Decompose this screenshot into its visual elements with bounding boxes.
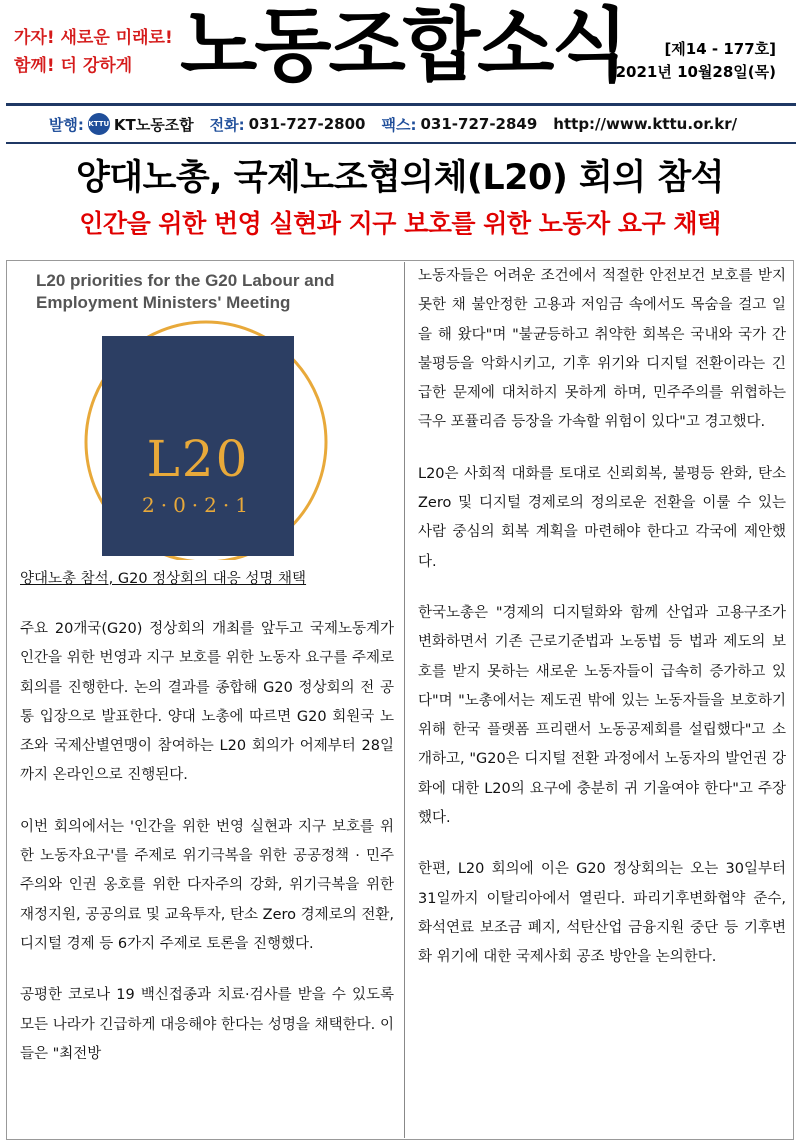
article-headline: 양대노총, 국제노조협의체(L20) 회의 참석 (75, 158, 724, 198)
slogan (14, 24, 174, 80)
figure-caption: L20 priorities for the G20 Labour and Employment Ministers' Meeting (36, 271, 335, 312)
publisher-name: KT노동조합 (113, 115, 194, 134)
right-column (418, 262, 786, 995)
left-paragraph-3: 공평한 코로나 19 백신접종과 치료·검사를 받을 수 있도록 모든 나라가 긴급하게 대응해야 한다는 성명을 채택한다. 이들은 "최전방 (20, 987, 394, 1062)
issue-info (616, 38, 776, 84)
publisher-bar (6, 108, 796, 140)
logo-year-text: 2·0·2·1 (142, 493, 254, 517)
slogan-line-2: 함께! 더 강하게 (14, 56, 133, 76)
photo-caption: 양대노총 참석, G20 정상회의 대응 성명 채택 (20, 571, 307, 587)
masthead (0, 0, 800, 100)
right-paragraph-4: 한편, L20 회의에 이은 G20 정상회의는 오는 30일부터 31일까지 이탈리아에서 열린다. 파리기후변화협약 준수, 화석연료 보조금 폐지, 석탄산업 금융지원 중단 등 기후변화 위기에 대한 국제사회 공조 방안을 논의한다. (418, 861, 786, 966)
logo-l20-text: L20 (146, 430, 250, 488)
fax-label: 팩스: (381, 115, 417, 134)
publisher-label: 발행: (48, 115, 84, 134)
fax-number: 031-727-2849 (420, 115, 538, 133)
website-link[interactable]: http://www.kttu.or.kr/ (553, 115, 738, 133)
left-paragraph-1: 주요 20개국(G20) 정상회의 개최를 앞두고 국제노동계가 인간을 위한 번영과 지구 보호를 위한 노동자 요구를 주제로 회의를 진행한다. 논의 결과를 종합해 G20 정상회의 전 공통 입장으로 발표한다. 양대 노총에 따르면 G20 회원국 노조와 국제산별연맹이 참여하는 L20 회의가 어제부터 28일까지 온라인으로 진행된다. (20, 621, 394, 784)
left-paragraph-2: 이번 회의에서는 '인간을 위한 번영 실현과 지구 보호를 위한 노동자요구'를 주제로 위기극복을 위한 공공정책 · 민주주의와 인권 옹호를 위한 다자주의 강화, 위기극복을 위한 재정지원, 공공의료 및 교육투자, 탄소 Zero 경제로의 전환, 디지털 경제 등 6가지 주제로 토론을 진행했다. (20, 818, 394, 952)
right-paragraph-1: 노동자들은 어려운 조건에서 적절한 안전보건 보호를 받지 못한 채 불안정한 고용과 저임금 속에서도 목숨을 걸고 일을 해 왔다"며 "불균등하고 취약한 회복은 국내와 국가 간 불평등을 악화시키고, 기후 위기와 디지털 전환이라는 긴급한 문제에 대처하지 못하게 하며, 민주주의를 위협하는 극우 포퓰리즘 등장을 가속할 위험이 있다"고 경고했다. (418, 268, 786, 431)
slogan-line-1: 가자! 새로운 미래로! (14, 28, 173, 48)
newsletter-title: 노동조합소식 (180, 0, 626, 92)
article-subheadline: 인간을 위한 번영 실현과 지구 보호를 위한 노동자 요구 채택 (79, 209, 721, 238)
union-logo-icon: KTTU (88, 113, 110, 135)
issue-date: 2021년 10월28일(목) (615, 63, 776, 81)
right-paragraph-2: L20은 사회적 대화를 토대로 신뢰회복, 불평등 완화, 탄소 Zero 및 디지털 경제로의 정의로운 전환을 이룰 수 있는 사람 중심의 회복 계획을 마련해야 한다고 각국에 제안했다. (418, 465, 786, 570)
phone-label: 전화: (209, 115, 245, 134)
top-rule (6, 103, 796, 106)
right-paragraph-3: 한국노총은 "경제의 디지털화와 함께 산업과 고용구조가 변화하면서 기존 근로기준법과 노동법 등 법과 제도의 보호를 받지 못하는 새로운 노동자들이 급속히 증가하고 있다"며 "노총에서는 제도권 밖에 있는 노동자들을 보호하기 위해 한국 플랫폼 프리랜서 노동공제회를 설립했다"고 소개하고, "G20은 디지털 전환 과정에서 노동자의 발언권 강화에 대한 L20의 요구에 충분히 귀 기울여야 한다"고 주장했다. (418, 604, 786, 827)
issue-number: [제14 - 177호] (664, 40, 776, 58)
left-column (20, 615, 394, 1091)
column-divider (404, 262, 405, 1138)
l20-logo-image (14, 310, 398, 560)
phone-number: 031-727-2800 (248, 115, 366, 133)
bottom-rule (6, 142, 796, 144)
l20-figure (14, 270, 398, 560)
